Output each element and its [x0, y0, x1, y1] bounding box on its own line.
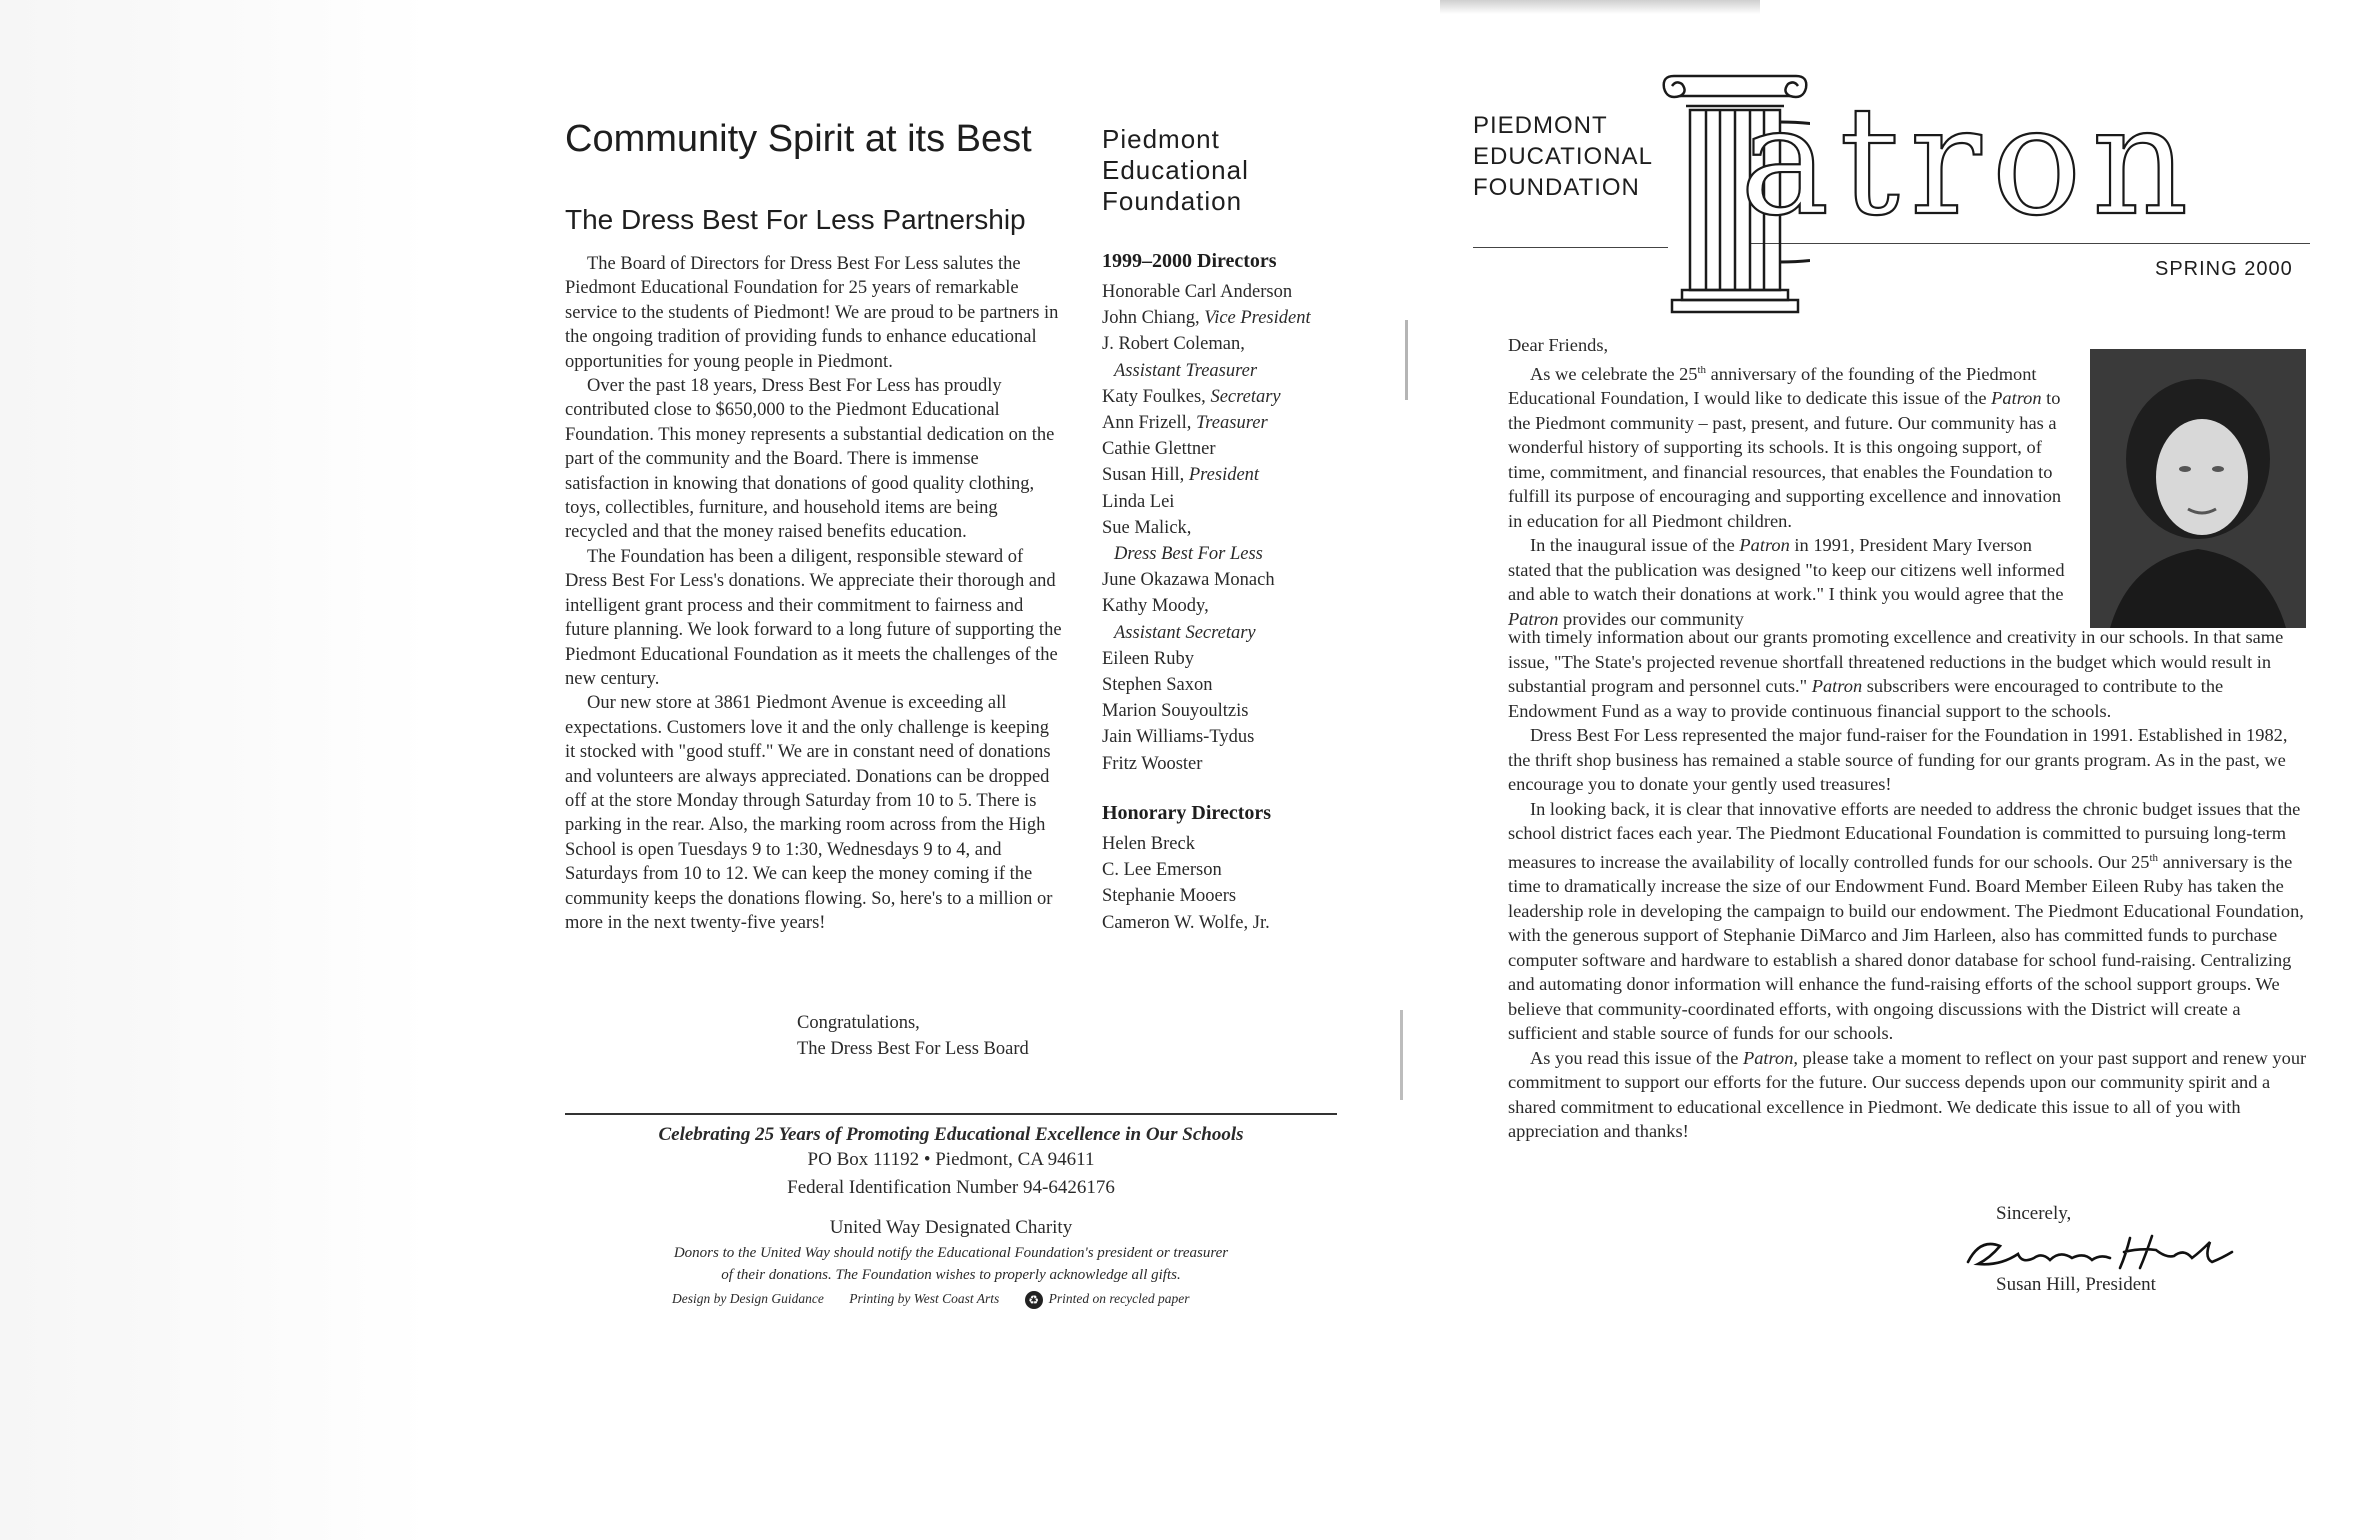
director-entry: Linda Lei	[1102, 491, 1175, 512]
directors-heading: 1999–2000 Directors	[1102, 250, 1277, 272]
sidebar-org-name	[1102, 124, 1249, 217]
director-entry: Fritz Wooster	[1102, 753, 1203, 774]
article-body	[565, 252, 1062, 935]
masthead-rule	[1473, 247, 1668, 248]
credit-printing: Printing by West Coast Arts	[849, 1291, 1000, 1307]
president-portrait-photo	[2090, 349, 2306, 628]
letter-paragraph: As we celebrate the 25th anniversary of the founding of the Piedmont Educational Foundation, I would like to dedicate this issue of the Patron to the Piedmont community – past, present, and future. Our community has a wonderful history of supporting its schools. It is this ongoing support, of time, commitment, and financial resources, that enables the Foundation to fulfill its purpose of encouraging and supporting excellence and innovation in education for all Piedmont children.	[1508, 363, 2062, 531]
article-paragraph: The Board of Directors for Dress Best For Less salutes the Piedmont Educational Foundation for 25 years of remarkable service to the students of Piedmont! We are proud to be partners in the ongoing tradition of providing funds to enhance educational opportunities for young people in Piedmont.	[565, 254, 1059, 372]
honorary-directors-heading: Honorary Directors	[1102, 802, 1272, 824]
article-paragraph: Our new store at 3861 Piedmont Avenue is exceeding all expectations. Customers love it and the only challenge is keeping it stocked with "good stuff." We are in constant need of donations and volunteers are always appreciated. Donations can be dropped off at the store Monday through Saturday from 10 to 5. There is parking in the rear. Also, the marking room across from the High School is open Tuesdays 9 to 1:30, Wednesdays 9 to 4, and Saturdays from 10 to 12. We can keep the money coming if the community keeps the donations flowing. So, here's to a million or more in the next twenty-five years!	[565, 693, 1053, 933]
print-credits	[672, 1291, 1233, 1309]
credit-paper	[1025, 1291, 1212, 1306]
letter-salutation: Dear Friends,	[1508, 335, 1609, 355]
footer-note: of their donations. The Foundation wishes to properly acknowledge all gifts.	[721, 1267, 1181, 1283]
org-name-line: Foundation	[1102, 186, 1243, 216]
article-signoff	[797, 1010, 1029, 1062]
director-entry: Assistant Treasurer	[1114, 360, 1258, 381]
director-entry: Katy Foulkes, Secretary	[1102, 386, 1281, 407]
director-entry: Susan Hill, President	[1102, 465, 1260, 486]
article-paragraph: Over the past 18 years, Dress Best For Less has proudly contributed close to $650,000 to the Piedmont Educational Foundation. This money represents a substantial dedication on the part of the community and the Board. There is immense satisfaction in knowing that donations of good quality clothing, toys, collectibles, furniture, and household items are being recycled and that the money raised benefits education.	[565, 376, 1055, 543]
issue-date: SPRING 2000	[2155, 258, 2293, 280]
director-entry: Sue Malick,	[1102, 517, 1192, 538]
director-entry: Assistant Secretary	[1114, 622, 1256, 643]
director-entry: Stephen Saxon	[1102, 675, 1213, 696]
honorary-director: Stephanie Mooers	[1102, 886, 1237, 907]
left-page-margin-shadow	[0, 0, 430, 1540]
masthead-org-line: PIEDMONT	[1473, 112, 1608, 139]
director-entry: Kathy Moody,	[1102, 596, 1209, 617]
footer-note: Donors to the United Way should notify the Educational Foundation's president or treasurer	[673, 1245, 1229, 1261]
honorary-directors-list	[1102, 831, 1270, 936]
footer	[565, 1120, 1337, 1286]
director-entry: June Okazawa Monach	[1102, 570, 1275, 591]
page-fold-mark-lower	[1400, 1010, 1403, 1100]
editor-letter-body	[1508, 625, 2308, 1144]
masthead-title	[1740, 72, 2198, 252]
honorary-director: Helen Breck	[1102, 834, 1195, 854]
scan-edge-shadow	[1440, 0, 1760, 14]
director-entry: Honorable Carl Anderson	[1102, 282, 1293, 302]
footer-charity: United Way Designated Charity	[829, 1217, 1073, 1238]
credit-paper-label: Printed on recycled paper	[1048, 1291, 1190, 1307]
org-name-line: Piedmont	[1102, 124, 1220, 154]
letter-paragraph: In the inaugural issue of the Patron in 1991, President Mary Iverson stated that the publication was designed "to keep our citizens well informed and able to watch their donations at work." I think you would agree that the Patron provides our community	[1508, 535, 2065, 629]
org-name-line: Educational	[1102, 155, 1249, 185]
footer-federal-id: Federal Identification Number 94-6426176	[787, 1177, 1115, 1198]
honorary-director: Cameron W. Wolfe, Jr.	[1102, 912, 1270, 933]
page-fold-mark	[1405, 320, 1408, 400]
letter-paragraph: In looking back, it is clear that innovative efforts are needed to address the chronic budget issues that the school district faces each year. The Piedmont Educational Foundation is committed to pursuing long-term measures to increase the availability of locally controlled funds for our schools. Our 25th anniversary is the time to dramatically increase the size of our Endowment Fund. Board Member Eileen Ruby has taken the leadership role in developing the campaign to build our endowment. The Piedmont Educational Foundation, with the generous support of Stephanie DiMarco and Jim Harleen, also has committed funds to purchase computer software and hardware to establish a shared donor database for school fund-raising. Centralizing and automating donor information will enhance the fund-raising efforts of the school support groups. We believe that community-coordinated efforts, with ongoing discussions with the District will create a sufficient and stable source of funds for our schools.	[1508, 798, 2304, 1044]
editor-letter-top	[1508, 333, 2076, 631]
letter-closing: Sincerely,	[1996, 1203, 2072, 1224]
footer-tagline: Celebrating 25 Years of Promoting Educational Excellence in Our Schools	[658, 1124, 1244, 1145]
masthead-org-name	[1473, 110, 1653, 203]
article-title: Community Spirit at its Best	[565, 118, 1032, 160]
masthead-title-text: atron	[1740, 75, 2199, 249]
footer-address: PO Box 11192 • Piedmont, CA 94611	[807, 1149, 1095, 1170]
footer-divider	[565, 1113, 1337, 1115]
article-subtitle: The Dress Best For Less Partnership	[565, 204, 1026, 235]
signoff-greeting: Congratulations,	[797, 1013, 920, 1033]
masthead-org-line: FOUNDATION	[1473, 174, 1640, 201]
director-entry: Marion Souyoultzis	[1102, 701, 1249, 722]
article-paragraph: The Foundation has been a diligent, responsible steward of Dress Best For Less's donations. We appreciate their thorough and intelligent grant process and their commitment to fairness and future planning. We look forward to a long future of supporting the Piedmont Educational Foundation as it meets the challenges of the new century.	[565, 546, 1062, 689]
letter-paragraph: Dress Best For Less represented the major fund-raiser for the Foundation in 1991. Established in 1982, the thrift shop business has remained a stable source of funding for our grants program. As in the past, we encourage you to donate your gently used treasures!	[1508, 725, 2288, 794]
letter-paragraph: As you read this issue of the Patron, please take a moment to reflect on your past support and renew your commitment to support our efforts for the future. Our success depends upon our community spirit and a shared commitment to educational excellence in Piedmont. We dedicate this issue to all of you with appreciation and thanks!	[1508, 1047, 2307, 1142]
director-entry: J. Robert Coleman,	[1102, 334, 1245, 355]
director-entry: Eileen Ruby	[1102, 648, 1194, 669]
signoff-signer: The Dress Best For Less Board	[797, 1039, 1029, 1059]
recycle-icon: ♻	[1025, 1291, 1043, 1309]
director-entry: Jain Williams-Tydus	[1102, 727, 1255, 748]
honorary-director: C. Lee Emerson	[1102, 860, 1222, 881]
director-entry: Ann Frizell, Treasurer	[1102, 413, 1268, 434]
director-entry: John Chiang, Vice President	[1102, 308, 1311, 329]
masthead-org-line: EDUCATIONAL	[1473, 143, 1653, 170]
directors-list	[1102, 279, 1311, 777]
credit-design: Design by Design Guidance	[672, 1291, 824, 1307]
letter-signer: Susan Hill, President	[1996, 1274, 2156, 1295]
letter-paragraph-continued: with timely information about our grants promoting excellence and creativity in our schools. In that same issue, "The State's projected revenue shortfall threatened reductions in the budget which would result in substantial program and personnel cuts." Patron subscribers were encouraged to contribute to the Endowment Fund as a way to provide continuous financial support to the schools.	[1508, 627, 2284, 721]
handwritten-signature	[1960, 1228, 2240, 1276]
director-entry: Cathie Glettner	[1102, 439, 1216, 460]
director-entry: Dress Best For Less	[1114, 544, 1263, 565]
